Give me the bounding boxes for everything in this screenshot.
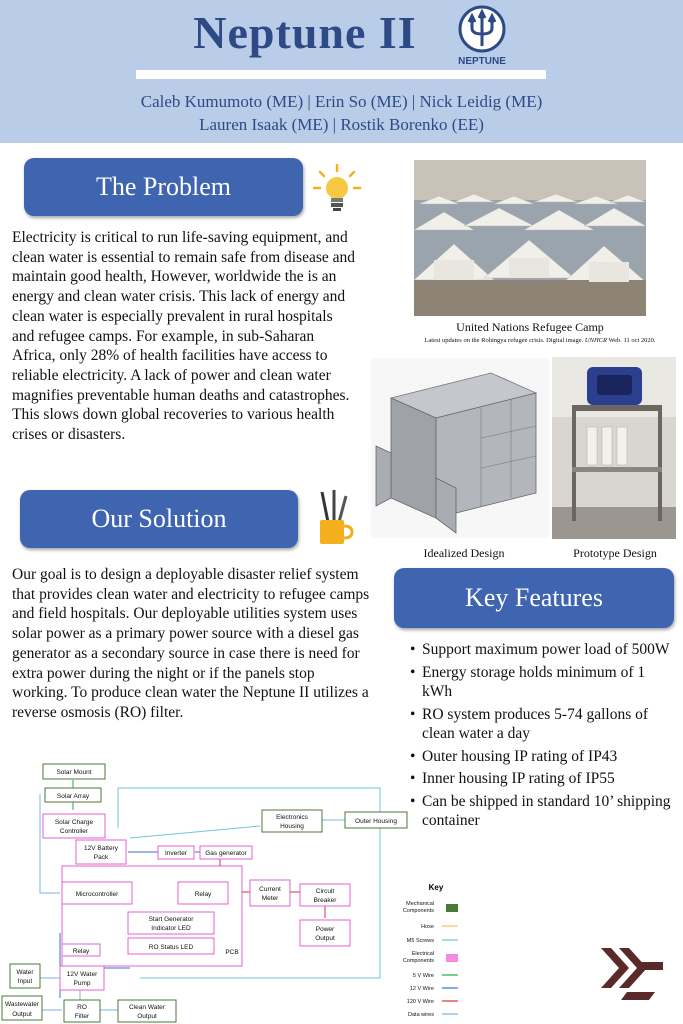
label-current-2: Meter (261, 895, 279, 902)
label-electronics-2: Housing (280, 823, 304, 830)
label-pump-2: Pump (73, 980, 91, 987)
neptune-trident-logo-icon (452, 4, 512, 68)
label-battery-1: 12V Battery (84, 845, 118, 852)
features-heading: Key Features (394, 568, 674, 628)
legend-12v: 12 V Wire (409, 986, 434, 992)
authors-line-1: Caleb Kumumoto (ME) | Erin So (ME) | Nick Leidig (ME) (140, 92, 543, 111)
legend-screws: M5 Screws (406, 938, 434, 944)
lightbulb-icon (310, 162, 364, 216)
legend-title: Key (428, 883, 444, 892)
label-solar-mount: Solar Mount (56, 769, 92, 776)
refugee-camp-photo (414, 160, 646, 316)
label-battery-2: Pack (93, 854, 109, 861)
legend-elec-2: Components (402, 958, 434, 964)
label-start-gen-2: Indicator LED (151, 925, 191, 932)
camp-credit-source: UNHCR (584, 337, 607, 344)
label-relay-low: Relay (72, 948, 90, 955)
label-breaker-2: Breaker (313, 897, 337, 904)
diagram-legend (403, 883, 458, 1018)
legend-swatch-electrical (446, 954, 458, 962)
legend-hose: Hose (421, 924, 434, 930)
feature-item: • Energy storage holds minimum of 1 kWh (410, 663, 678, 702)
label-microcontroller: Microcontroller (75, 891, 119, 898)
feature-item: • Support maximum power load of 500W (410, 640, 678, 660)
legend-swatch-mechanical (446, 904, 458, 912)
problem-heading: The Problem (24, 158, 303, 216)
label-water-input-1: Water (16, 969, 34, 976)
diagram-box-current-meter (250, 880, 290, 906)
pencil-cup-icon (312, 488, 354, 546)
diagram-box-power-output (300, 920, 350, 946)
system-block-diagram (0, 758, 458, 1024)
label-relay-mid: Relay (194, 891, 212, 898)
problem-paragraph: Electricity is critical to run life-saving equipment, and clean water is essential to remain safe from disease and maintain good health, However, worldwide the is an energy and clean water crisis. This lack of energy and clean water is especially prevalent in rural hospitals and refugee camps. For example, in sub-Saharan Africa, only 28% of health facilities have access to reliable electricity. A lack of power and clean water magnifies preventable human deaths and catastrophes. This slows down global recoveries to various health crises or disasters. (12, 229, 356, 444)
legend-data: Data wires (408, 1012, 434, 1018)
logo-text: NEPTUNE (458, 56, 506, 67)
label-pump-1: 12V Water (66, 971, 98, 978)
prototype-design-photo (552, 357, 676, 539)
label-ro-led: RO Status LED (148, 944, 194, 951)
legend-120v: 120 V Wire (406, 999, 434, 1005)
legend-elec-1: Electrical (411, 951, 434, 957)
camp-credit (404, 337, 676, 344)
label-charge-1: Solar Charge (54, 819, 94, 826)
label-pcb: PCB (225, 949, 239, 956)
legend-mech-1: Mechanical (406, 901, 434, 907)
solution-heading: Our Solution (20, 490, 298, 548)
label-electronics-1: Electronics (276, 814, 308, 821)
label-inverter: Inverter (164, 850, 188, 857)
prototype-caption: Prototype Design (573, 546, 657, 560)
camp-credit-suffix: Web. 11 oct 2020. (608, 337, 656, 344)
label-outer-housing: Outer Housing (355, 818, 397, 825)
label-wastewater-1: Wastewater (4, 1001, 40, 1008)
title-underline (136, 70, 546, 79)
solution-paragraph: Our goal is to design a deployable disaster relief system that provides clean water and electricity to refugee camps and field hospitals. Our deployable utilities system uses solar power as a primary power source with a diesel gas generator as a secondary source in case there is need for extra power during the night or if the panels stop working. To produce clean water the Neptune II utilizes a reverse osmosis (RO) filter. (12, 566, 370, 721)
label-power-out-2: Output (315, 935, 335, 942)
label-charge-2: Controller (59, 828, 89, 835)
camp-caption: United Nations Refugee Camp (456, 320, 604, 334)
label-breaker-1: Circuit (315, 888, 335, 895)
label-clean-water-1: Clean Water (129, 1004, 165, 1011)
university-logo-icon (597, 940, 667, 1004)
label-gas-generator: Gas generator (205, 850, 247, 857)
label-start-gen-1: Start Generator (148, 916, 194, 923)
feature-item: • Outer housing IP rating of IP43 (410, 747, 678, 767)
camp-credit-prefix: Latest updates on the Rohingya refugee crisis. Digital image. (424, 337, 584, 344)
idealized-caption: Idealized Design (423, 546, 505, 560)
label-solar-array: Solar Array (56, 793, 90, 800)
label-power-out-1: Power (315, 926, 335, 933)
idealized-design-render (371, 358, 549, 538)
feature-item: • Can be shipped in standard 10’ shipping container (410, 792, 678, 831)
label-current-1: Current (259, 886, 281, 893)
label-water-input-2: Input (17, 978, 33, 985)
label-clean-water-2: Output (137, 1013, 157, 1020)
label-ro-filter-1: RO (77, 1004, 87, 1011)
poster-title: Neptune II (193, 7, 417, 58)
legend-5v: 5 V Wire (412, 973, 434, 979)
legend-mech-2: Components (402, 908, 434, 914)
authors-line-2: Lauren Isaak (ME) | Rostik Borenko (EE) (199, 115, 484, 134)
label-wastewater-2: Output (12, 1011, 32, 1018)
feature-item: • Inner housing IP rating of IP55 (410, 769, 678, 789)
feature-item: • RO system produces 5-74 gallons of clean water a day (410, 705, 678, 744)
label-ro-filter-2: Filter (74, 1013, 90, 1020)
